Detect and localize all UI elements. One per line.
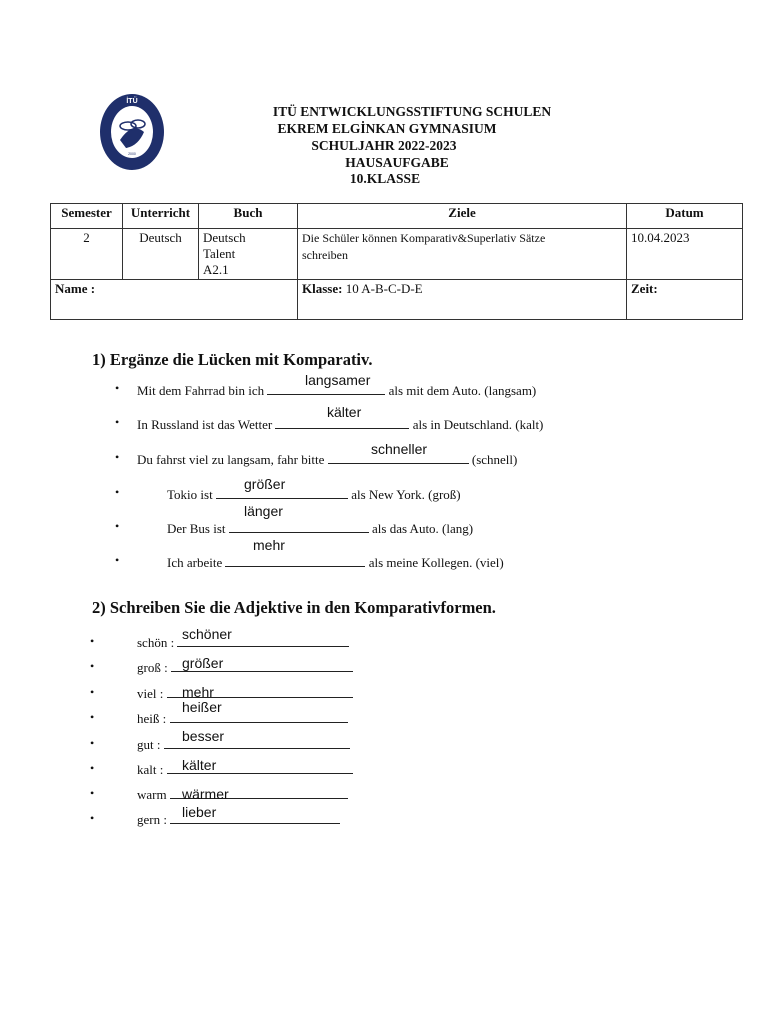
book-line: Talent: [203, 246, 236, 261]
bullet: •: [115, 415, 120, 429]
exercise-text: Tokio ist: [167, 487, 216, 502]
answer-w3: mehr: [182, 684, 214, 700]
bullet: •: [90, 710, 95, 724]
svg-text:İTÜ: İTÜ: [126, 98, 138, 105]
blank-line: [267, 382, 385, 395]
svg-text:2000: 2000: [128, 152, 136, 156]
name-label: Name :: [51, 280, 298, 320]
info-table: [50, 203, 743, 320]
answer-w7: wärmer: [182, 786, 229, 802]
gymnasium-name: EKREM ELGİNKAN GYMNASIUM: [277, 121, 497, 136]
blank-line: [328, 451, 469, 464]
bullet: •: [115, 381, 120, 395]
bullet: •: [90, 761, 95, 775]
section2-title: 2) Schreiben Sie die Adjektive in den Komparativformen.: [92, 598, 496, 617]
exercise-text: (schnell): [468, 452, 518, 467]
exercise-text: als in Deutschland. (kalt): [409, 417, 544, 432]
answer-3: schneller: [371, 441, 428, 457]
adjective: warm: [137, 787, 167, 802]
exercise-2: [137, 416, 543, 433]
answer-w5: besser: [182, 728, 225, 744]
exercise-text: In Russland ist das Wetter: [137, 417, 276, 432]
exercise-6: [167, 554, 504, 571]
cell-datum: 10.04.2023: [627, 229, 743, 280]
blank-line: [216, 486, 348, 499]
klasse-cell: [298, 280, 627, 320]
section1-title: 1) Ergänze die Lücken mit Komparativ.: [92, 350, 373, 369]
word-3: viel :: [137, 685, 353, 702]
exercise-text: Der Bus ist: [167, 521, 229, 536]
bullet: •: [90, 685, 95, 699]
answer-w6: kälter: [182, 757, 217, 773]
class-level: 10.KLASSE: [349, 171, 421, 186]
exercise-text: als das Auto. (lang): [368, 521, 474, 536]
bullet: •: [90, 786, 95, 800]
exercise-1: [137, 382, 536, 399]
col-semester: Semester: [51, 204, 123, 229]
answer-5: länger: [244, 503, 283, 519]
table-footer-row: [51, 280, 743, 320]
answer-1: langsamer: [305, 372, 371, 388]
adjective: schön: [137, 635, 168, 650]
col-buch: Buch: [199, 204, 298, 229]
exercise-text: als New York. (groß): [347, 487, 461, 502]
cell-unterricht: Deutsch: [123, 229, 199, 280]
bullet: •: [115, 485, 120, 499]
school-name: ITÜ ENTWICKLUNGSSTIFTUNG SCHULEN: [272, 104, 552, 119]
word-2: groß :: [137, 659, 353, 676]
exercise-text: Ich arbeite: [167, 555, 226, 570]
table-header-row: [51, 204, 743, 229]
exercise-3: [137, 451, 517, 468]
bullet: •: [115, 519, 120, 533]
school-year: SCHULJAHR 2022-2023: [311, 138, 457, 153]
klasse-label: Klasse:: [302, 281, 343, 296]
answer-4: größer: [244, 476, 286, 492]
table-row: [51, 229, 743, 280]
adjective: gut: [137, 737, 154, 752]
bullet: •: [90, 634, 95, 648]
bullet: •: [90, 736, 95, 750]
exercise-5: [167, 520, 473, 537]
blank-line: [225, 554, 365, 567]
cell-semester: 2: [51, 229, 123, 280]
answer-2: kälter: [327, 404, 362, 420]
book-line: Deutsch: [203, 230, 246, 245]
blank-line: [275, 416, 409, 429]
bullet: •: [90, 811, 95, 825]
answer-w2: größer: [182, 655, 224, 671]
word-8: gern :: [137, 811, 340, 828]
answer-w4: heißer: [182, 699, 222, 715]
adjective: kalt: [137, 762, 157, 777]
word-7: [137, 786, 348, 803]
bullet: •: [115, 450, 120, 464]
goal-line: schreiben: [302, 248, 348, 262]
word-6: kalt :: [137, 761, 353, 778]
answer-w1: schöner: [182, 626, 232, 642]
exercise-text: als mit dem Auto. (langsam): [385, 383, 537, 398]
klasse-value: 10 A-B-C-D-E: [342, 281, 423, 296]
book-line: A2.1: [203, 262, 229, 277]
goal-line: Die Schüler können Komparativ&Superlativ Sätze: [302, 231, 546, 245]
exercise-4: [167, 486, 461, 503]
cell-ziele: [298, 229, 627, 280]
col-datum: Datum: [627, 204, 743, 229]
adjective: viel: [137, 686, 157, 701]
word-5: gut :: [137, 736, 350, 753]
exercise-text: Mit dem Fahrrad bin ich: [137, 383, 268, 398]
zeit-label: Zeit:: [627, 280, 743, 320]
bullet: •: [115, 553, 120, 567]
adjective: heiß: [137, 711, 160, 726]
exercise-text: als meine Kollegen. (viel): [365, 555, 504, 570]
bullet: •: [90, 659, 95, 673]
exercise-text: Du fahrst viel zu langsam, fahr bitte: [137, 452, 328, 467]
col-ziele: Ziele: [298, 204, 627, 229]
adjective: gern: [137, 812, 161, 827]
col-unterricht: Unterricht: [123, 204, 199, 229]
answer-w8: lieber: [182, 804, 217, 820]
word-1: schön :: [137, 634, 349, 651]
blank-line: [229, 520, 369, 533]
word-4: heiß :: [137, 710, 348, 727]
adjective: groß: [137, 660, 161, 675]
assignment-type: HAUSAUFGABE: [345, 155, 449, 170]
cell-buch: [199, 229, 298, 280]
answer-6: mehr: [253, 537, 285, 553]
